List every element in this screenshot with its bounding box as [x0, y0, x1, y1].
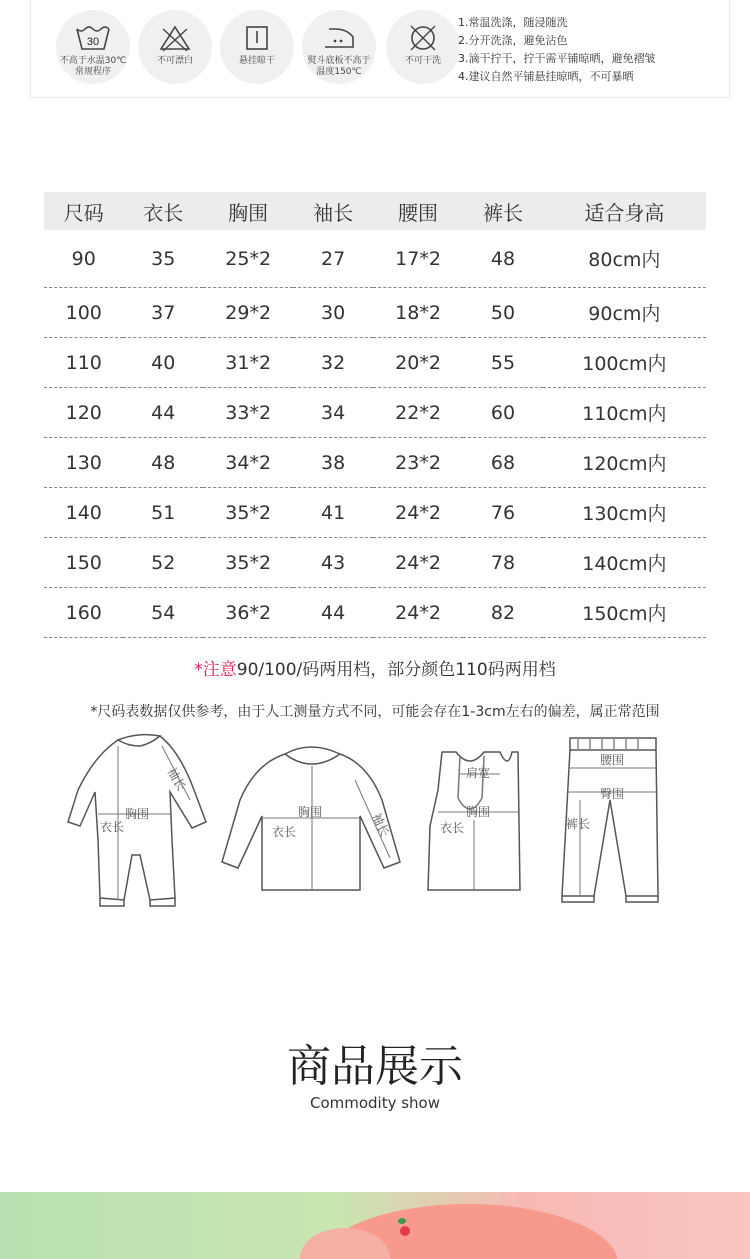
- product-photo-banner: [0, 1192, 750, 1259]
- table-cell: 48: [463, 230, 542, 288]
- table-cell: 31*2: [203, 338, 293, 388]
- table-cell: 110: [44, 338, 123, 388]
- care-caption: 不可干洗: [404, 56, 441, 66]
- table-cell: 35: [123, 230, 202, 288]
- section-subtitle: Commodity show: [309, 1094, 441, 1112]
- wash-30-icon: [73, 23, 113, 53]
- svg-text:胸围: 胸围: [298, 805, 323, 819]
- table-cell: 82: [463, 588, 542, 638]
- table-cell: 35*2: [203, 538, 293, 588]
- table-cell: 27: [293, 230, 372, 288]
- header-height: 适合身高: [543, 192, 706, 230]
- table-cell: 130: [44, 438, 123, 488]
- table-cell: 48: [123, 438, 202, 488]
- attention-note: [0, 655, 750, 680]
- no-dry-clean-icon: [403, 23, 443, 53]
- table-cell: 120cm内: [543, 438, 706, 488]
- care-caption: 不高于水温30℃ 常规程序: [59, 56, 127, 77]
- table-cell: 130cm内: [543, 488, 706, 538]
- table-cell: 76: [463, 488, 542, 538]
- care-caption: 悬挂晾干: [238, 56, 275, 66]
- attention-text: 90/100/码两用档，部分颜色110码两用档: [236, 660, 556, 680]
- table-cell: 90cm内: [543, 288, 706, 338]
- table-cell: 24*2: [373, 488, 463, 538]
- table-cell: 44: [123, 388, 202, 438]
- header-size: 尺码: [44, 192, 123, 230]
- care-item-bleach: [138, 10, 212, 84]
- table-cell: 38: [293, 438, 372, 488]
- header-pants-length: 裤长: [463, 192, 542, 230]
- table-cell: 54: [123, 588, 202, 638]
- table-cell: 37: [123, 288, 202, 338]
- table-cell: 110cm内: [543, 388, 706, 438]
- table-cell: 22*2: [373, 388, 463, 438]
- table-row: [44, 230, 706, 288]
- table-cell: 20*2: [373, 338, 463, 388]
- care-note: 3.滴干拧干，拧干需平铺晾晒，避免褶皱: [458, 52, 656, 65]
- table-cell: 35*2: [203, 488, 293, 538]
- table-cell: 140: [44, 488, 123, 538]
- table-cell: 32: [293, 338, 372, 388]
- table-row: [44, 338, 706, 388]
- measurement-diagrams: [0, 730, 750, 920]
- table-cell: 18*2: [373, 288, 463, 338]
- care-note: 2.分开洗涤，避免沾色: [458, 34, 568, 47]
- table-cell: 17*2: [373, 230, 463, 288]
- header-chest: 胸围: [203, 192, 293, 230]
- table-row: [44, 288, 706, 338]
- table-cell: 55: [463, 338, 542, 388]
- section-title: 商品展示: [287, 1041, 463, 1092]
- table-cell: 150: [44, 538, 123, 588]
- table-cell: 29*2: [203, 288, 293, 338]
- table-cell: 52: [123, 538, 202, 588]
- table-row: [44, 438, 706, 488]
- care-item-iron: [302, 10, 376, 84]
- table-cell: 68: [463, 438, 542, 488]
- table-cell: 44: [293, 588, 372, 638]
- svg-text:衣长: 衣长: [272, 825, 297, 839]
- table-cell: 90: [44, 230, 123, 288]
- table-cell: 40: [123, 338, 202, 388]
- svg-text:臀围: 臀围: [600, 787, 625, 801]
- table-cell: 24*2: [373, 588, 463, 638]
- header-sleeve: 袖长: [293, 192, 372, 230]
- table-cell: 120: [44, 388, 123, 438]
- table-cell: 60: [463, 388, 542, 438]
- header-length: 衣长: [123, 192, 202, 230]
- table-cell: 140cm内: [543, 538, 706, 588]
- care-caption: 熨斗底板不高于 温度150℃: [307, 56, 371, 77]
- table-row: [44, 388, 706, 438]
- svg-text:袖长: 袖长: [164, 765, 189, 794]
- disclaimer-note: *尺码表数据仅供参考，由于人工测量方式不同，可能会存在1-3cm左右的偏差，属正常范围: [90, 704, 660, 720]
- care-note: 1.常温洗涤，随浸随洗: [458, 16, 568, 29]
- table-row: [44, 538, 706, 588]
- svg-text:肩宽: 肩宽: [466, 766, 491, 780]
- table-cell: 23*2: [373, 438, 463, 488]
- care-note: 4.建议自然平铺悬挂晾晒，不可暴晒: [458, 70, 634, 83]
- svg-text:胸围: 胸围: [466, 805, 491, 819]
- table-cell: 51: [123, 488, 202, 538]
- table-cell: 78: [463, 538, 542, 588]
- strawberry-leaf-icon: [398, 1218, 406, 1224]
- header-waist: 腰围: [373, 192, 463, 230]
- svg-text:胸围: 胸围: [125, 807, 150, 821]
- table-cell: 80cm内: [543, 230, 706, 288]
- hang-dry-icon: [237, 23, 277, 53]
- table-cell: 43: [293, 538, 372, 588]
- svg-text:腰围: 腰围: [600, 753, 625, 767]
- care-item-wash: [56, 10, 130, 84]
- svg-text:衣长: 衣长: [100, 820, 125, 834]
- iron-150-icon: [319, 23, 359, 53]
- table-cell: 100: [44, 288, 123, 338]
- size-table: [44, 192, 706, 638]
- svg-text:裤长: 裤长: [566, 817, 591, 831]
- svg-text:30: 30: [86, 36, 100, 48]
- no-bleach-icon: [155, 23, 195, 53]
- table-cell: 50: [463, 288, 542, 338]
- care-caption: 不可漂白: [156, 56, 193, 66]
- table-cell: 160: [44, 588, 123, 638]
- table-cell: 100cm内: [543, 338, 706, 388]
- table-cell: 41: [293, 488, 372, 538]
- table-cell: 150cm内: [543, 588, 706, 638]
- size-table-header: [44, 192, 706, 230]
- care-item-dryclean: [386, 10, 460, 84]
- table-cell: 25*2: [203, 230, 293, 288]
- romper-diagram: [68, 735, 206, 906]
- table-cell: 36*2: [203, 588, 293, 638]
- table-cell: 30: [293, 288, 372, 338]
- top-diagram: [222, 747, 400, 890]
- pants-diagram: [562, 738, 658, 902]
- attention-prefix: *注意: [194, 660, 237, 680]
- strawberry-icon: [400, 1226, 410, 1236]
- table-cell: 34: [293, 388, 372, 438]
- svg-text:衣长: 衣长: [440, 821, 465, 835]
- table-cell: 34*2: [203, 438, 293, 488]
- svg-text:袖长: 袖长: [369, 810, 392, 839]
- table-row: [44, 588, 706, 638]
- care-item-hang: [220, 10, 294, 84]
- table-row: [44, 488, 706, 538]
- care-notes: [458, 14, 656, 86]
- table-cell: 24*2: [373, 538, 463, 588]
- table-cell: 33*2: [203, 388, 293, 438]
- vest-diagram: [428, 752, 520, 890]
